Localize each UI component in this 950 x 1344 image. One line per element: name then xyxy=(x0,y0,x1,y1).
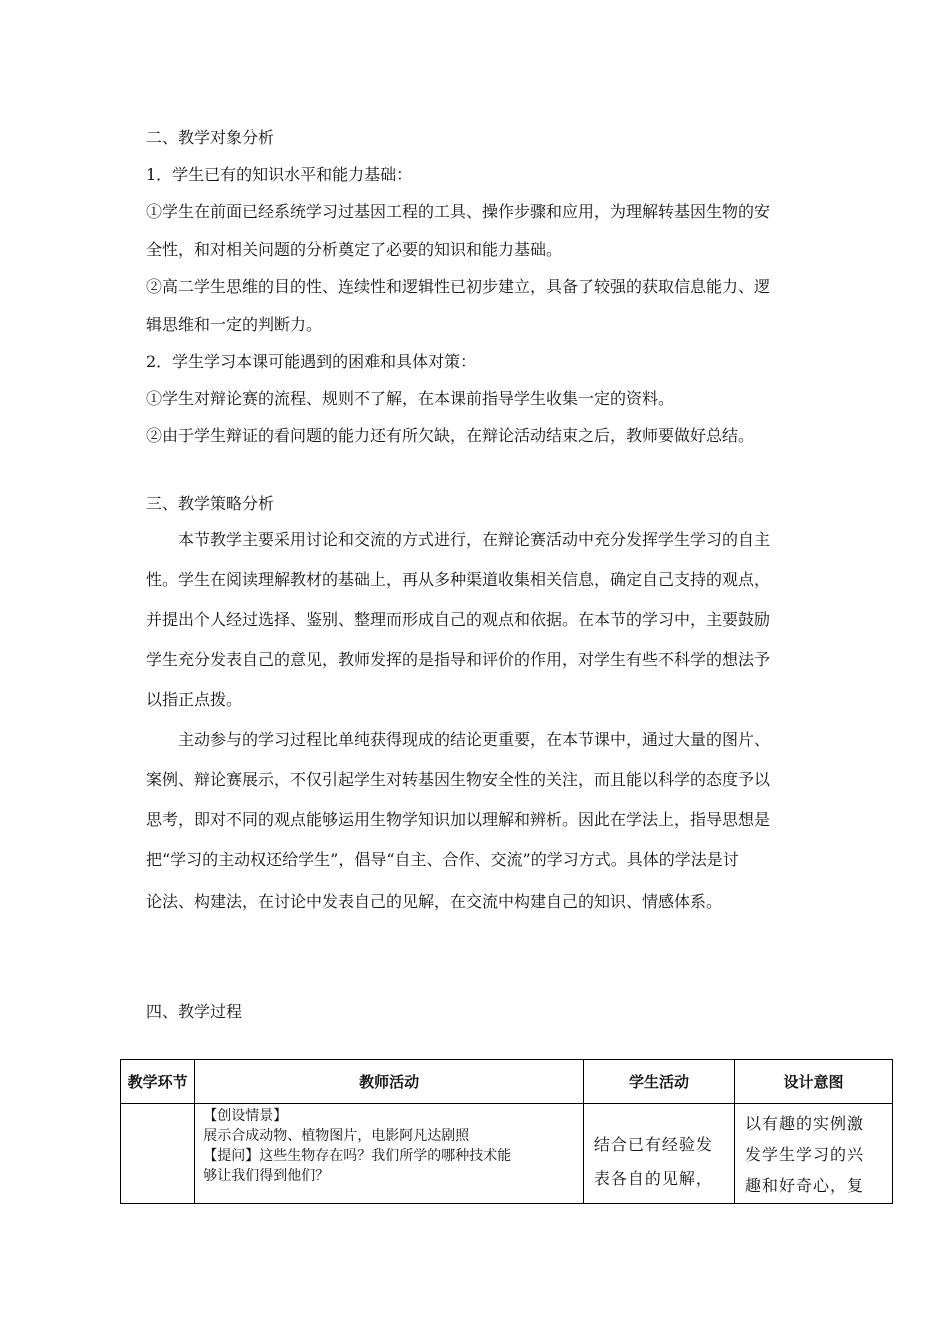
header-stage: 教学环节 xyxy=(121,1060,195,1104)
header-student-activity: 学生活动 xyxy=(583,1060,734,1104)
intent-line: 趣和好奇心，复 xyxy=(745,1176,865,1195)
item-1-title: 1．学生已有的知识水平和能力基础： xyxy=(146,165,413,184)
item-1-para-2-line-2: 辑思维和一定的判断力。 xyxy=(146,315,323,334)
strategy-para-2-line: 思考，即对不同的观点能够运用生物学知识加以理解和辨析。因此在学法上，指导思想是 xyxy=(146,810,771,829)
item-2-para-1: ①学生对辩论赛的流程、规则不了解，在本课前指导学生收集一定的资料。 xyxy=(146,389,675,408)
teacher-line: 【提问】这些生物存在吗？我们所学的哪种技术能 xyxy=(203,1148,512,1164)
intent-line: 以有趣的实例激 xyxy=(745,1114,865,1133)
strategy-para-1-line: 以指正点拨。 xyxy=(146,690,243,709)
item-1-para-1-line-1: ①学生在前面已经系统学习过基因工程的工具、操作步骤和应用，为理解转基因生物的安 xyxy=(146,202,771,221)
strategy-para-1-line: 本节教学主要采用讨论和交流的方式进行，在辩论赛活动中充分发挥学生学习的自主 xyxy=(178,530,771,549)
item-2-para-2: ②由于学生辩证的看问题的能力还有所欠缺，在辩论活动结束之后，教师要做好总结。 xyxy=(146,426,755,445)
section-4-heading: 四、教学过程 xyxy=(146,1002,243,1021)
cell-design-intent xyxy=(735,1104,893,1204)
teaching-process-table xyxy=(120,1059,893,1204)
teacher-line: 展示合成动物、植物图片，电影阿凡达剧照 xyxy=(203,1128,470,1144)
header-design-intent: 设计意图 xyxy=(735,1060,893,1104)
item-1-para-2-line-1: ②高二学生思维的目的性、连续性和逻辑性已初步建立，具备了较强的获取信息能力、逻 xyxy=(146,277,771,296)
header-teacher-activity: 教师活动 xyxy=(195,1060,584,1104)
cell-teacher-activity xyxy=(195,1104,584,1204)
strategy-para-1-line: 性。学生在阅读理解教材的基础上，再从多种渠道收集相关信息，确定自己支持的观点， xyxy=(146,570,771,589)
table-header-row xyxy=(121,1060,893,1104)
student-line: 表各自的见解， xyxy=(593,1169,713,1188)
student-line: 结合已有经验发 xyxy=(593,1135,713,1154)
section-2-heading: 二、教学对象分析 xyxy=(146,128,275,147)
strategy-para-1-line: 学生充分发表自己的意见，教师发挥的是指导和评价的作用，对学生有些不科学的想法予 xyxy=(146,650,771,669)
table-row xyxy=(121,1104,893,1204)
cell-stage xyxy=(121,1104,195,1204)
intent-line: 发学生学习的兴 xyxy=(745,1145,865,1164)
item-1-para-1-line-2: 全性，和对相关问题的分析奠定了必要的知识和能力基础。 xyxy=(146,240,563,259)
strategy-para-2-line: 把“学习的主动权还给学生”，倡导“自主、合作、交流”的学习方式。具体的学法是讨 xyxy=(146,850,739,869)
teacher-line: 【创设情景】 xyxy=(203,1108,288,1124)
teacher-line: 够让我们得到他们？ xyxy=(203,1168,330,1184)
item-2-title: 2．学生学习本课可能遇到的困难和具体对策： xyxy=(146,352,477,371)
section-3-heading: 三、教学策略分析 xyxy=(146,494,275,513)
strategy-para-2-line: 案例、辩论赛展示，不仅引起学生对转基因生物安全性的关注，而且能以科学的态度予以 xyxy=(146,770,771,789)
strategy-para-2-line: 论法、构建法，在讨论中发表自己的见解，在交流中构建自己的知识、情感体系。 xyxy=(146,892,723,911)
strategy-para-2-line: 主动参与的学习过程比单纯获得现成的结论更重要，在本节课中，通过大量的图片、 xyxy=(178,730,771,749)
cell-student-activity xyxy=(583,1104,734,1204)
strategy-para-1-line: 并提出个人经过选择、鉴别、整理而形成自己的观点和依据。在本节的学习中，主要鼓励 xyxy=(146,610,771,629)
